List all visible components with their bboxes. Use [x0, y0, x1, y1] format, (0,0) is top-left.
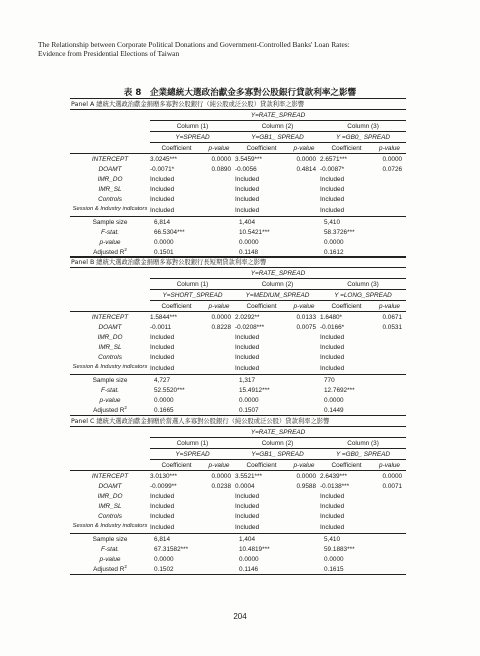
table-row — [70, 471, 406, 482]
coefficient-header: Coefficient — [150, 460, 203, 471]
pvalue-cell: 0.0531 — [382, 323, 402, 331]
pvalue-cell — [288, 491, 320, 501]
f-stat-value: 52.5520*** — [154, 386, 185, 394]
pvalue-cell — [288, 184, 320, 194]
coefficient-cell: Included — [320, 353, 345, 361]
row-label: IMR_DO — [97, 175, 123, 183]
coefficient-header: Coefficient — [235, 143, 288, 154]
pvalue-cell: 0.0890 — [211, 165, 231, 173]
pvalue-cell: 0.0000 — [211, 472, 231, 480]
adjusted-r2-sup: 2 — [124, 247, 127, 252]
coefficient-cell: Included — [150, 195, 175, 203]
pvalue-cell — [203, 501, 235, 511]
adjusted-r2-label — [70, 405, 150, 416]
table-row — [70, 184, 406, 194]
adjusted-r2-value: 0.1507 — [235, 405, 320, 416]
coefficient-cell: -0.0166* — [320, 323, 345, 331]
coefficient-cell: -0.0056 — [235, 165, 257, 173]
coefficient-cell: Included — [235, 204, 288, 217]
row-label: INTERCEPT — [91, 472, 129, 480]
sample-size-value: 6,814 — [154, 218, 170, 226]
coefficient-cell: Included — [235, 492, 260, 500]
header-line-2: Evidence from Presidential Elections of Taiwan — [38, 49, 180, 58]
coefficient-cell: -0.0138*** — [320, 482, 350, 490]
p-value-value: 0.0000 — [154, 238, 174, 246]
running-header — [38, 40, 448, 58]
table-row — [70, 312, 406, 323]
adjusted-r2-label — [70, 564, 150, 575]
row-label: IMR_DO — [97, 492, 123, 500]
y-label: Y =GB0_ SPREAD — [320, 449, 406, 460]
dependent-variable: Y=RATE_SPREAD — [150, 427, 406, 438]
adjusted-r2-value: 0.1612 — [320, 247, 406, 258]
sample-size-value: 1,404 — [239, 218, 255, 226]
coefficient-cell: Included — [235, 333, 260, 341]
f-stat-label: F-stat. — [100, 545, 120, 553]
pvalue-header: p-value — [373, 460, 406, 471]
pvalue-cell — [203, 332, 235, 342]
pvalue-cell — [288, 174, 320, 184]
pvalue-cell — [288, 352, 320, 362]
column-header: Column (3) — [320, 438, 406, 449]
pvalue-cell: 0.0238 — [211, 482, 231, 490]
y-label: Y =LONG_SPREAD — [320, 290, 406, 301]
pvalue-cell — [288, 332, 320, 342]
f-stat-value: 10.4819*** — [239, 545, 270, 553]
table-row — [70, 174, 406, 184]
pvalue-header: p-value — [288, 301, 320, 312]
adjusted-r2-value: 0.1665 — [150, 405, 235, 416]
panel-b — [70, 256, 406, 416]
coefficient-cell: Included — [150, 362, 203, 375]
pvalue-cell — [203, 491, 235, 501]
y-label: Y=SPREAD — [150, 449, 235, 460]
pvalue-cell — [373, 332, 406, 342]
f-stat-value: 58.3726*** — [324, 228, 355, 236]
pvalue-cell: 0.0000 — [296, 155, 316, 163]
pvalue-cell — [288, 362, 320, 375]
sample-size-value: 770 — [324, 376, 335, 384]
adjusted-r2-value: 0.1146 — [235, 564, 320, 575]
table-row — [70, 194, 406, 204]
pvalue-cell — [288, 511, 320, 521]
pvalue-cell: 0.0000 — [211, 313, 231, 321]
coefficient-cell: 3.5521*** — [235, 472, 263, 480]
row-label: IMR_DO — [97, 333, 123, 341]
panel-title: Panel A 總統大選政治獻金捐贈多寡對公股銀行（純公股或泛公股）貸款利率之影響 — [70, 99, 406, 110]
pvalue-header: p-value — [373, 301, 406, 312]
column-header: Column (1) — [150, 121, 235, 132]
coefficient-cell: Included — [320, 185, 345, 193]
sample-size-label: Sample size — [92, 376, 128, 384]
adjusted-r2-value: 0.1148 — [235, 247, 320, 258]
pvalue-cell — [203, 511, 235, 521]
adjusted-r2-row — [70, 405, 406, 416]
y-label: Y=SHORT_SPREAD — [150, 290, 235, 301]
sample-size-row — [70, 534, 406, 545]
panel-a — [70, 98, 406, 258]
coefficient-cell: Included — [320, 492, 345, 500]
f-stat-value: 59.1883*** — [324, 545, 355, 553]
pvalue-cell — [203, 352, 235, 362]
row-label: INTERCEPT — [91, 313, 129, 321]
y-label: Y =GB0_ SPREAD — [320, 132, 406, 143]
row-label: IMR_SL — [98, 502, 122, 510]
f-stat-value: 10.5421*** — [239, 228, 270, 236]
coefficient-cell: -0.0087* — [320, 165, 345, 173]
row-label: DOAMT — [98, 323, 122, 331]
pvalue-cell: 0.4814 — [296, 165, 316, 173]
adjusted-r2-text: Adjusted R — [93, 406, 125, 414]
coefficient-cell: 2.0292** — [235, 313, 260, 321]
pvalue-cell: 0.0671 — [382, 313, 402, 321]
p-value-label: p-value — [99, 555, 121, 563]
coefficient-cell: Included — [150, 185, 175, 193]
coefficient-cell: Included — [150, 204, 203, 217]
sample-size-value: 1,317 — [239, 376, 255, 384]
panel-title: Panel C 總統大選政治獻金捐贈於當選人多寡對公股銀行（純公股或泛公股）貸款利率之影響 — [70, 416, 406, 427]
pvalue-cell: 0.0000 — [296, 472, 316, 480]
coefficient-cell: Included — [320, 521, 373, 534]
table-row — [70, 362, 406, 375]
p-value-value: 0.0000 — [239, 555, 259, 563]
f-stat-value: 15.4912*** — [239, 386, 270, 394]
y-label: Y=GB1_ SPREAD — [235, 449, 320, 460]
pvalue-cell — [373, 491, 406, 501]
pvalue-header: p-value — [203, 301, 235, 312]
y-label: Y=GB1_ SPREAD — [235, 132, 320, 143]
adjusted-r2-row — [70, 564, 406, 575]
pvalue-cell — [203, 184, 235, 194]
p-value-value: 0.0000 — [154, 396, 174, 404]
row-label: IMR_SL — [98, 185, 122, 193]
f-stat-row — [70, 385, 406, 395]
panel-c — [70, 415, 406, 575]
coefficient-cell: Included — [320, 204, 373, 217]
coefficient-header: Coefficient — [235, 301, 288, 312]
header-line-1: The Relationship between Corporate Political Donations and Government-Controlled Banks' Loan Rates: — [38, 40, 350, 49]
coefficient-cell: Included — [320, 333, 345, 341]
column-header: Column (2) — [235, 121, 320, 132]
adjusted-r2-value: 0.1501 — [150, 247, 235, 258]
pvalue-cell — [373, 362, 406, 375]
pvalue-cell — [288, 204, 320, 217]
coefficient-cell: Included — [235, 195, 260, 203]
table-row — [70, 511, 406, 521]
adjusted-r2-value: 0.1502 — [150, 564, 235, 575]
row-label: Session & Industry indicators — [70, 362, 150, 375]
coefficient-cell: Included — [320, 512, 345, 520]
coefficient-cell: 3.5459*** — [235, 155, 263, 163]
coefficient-cell: -0.0011 — [150, 323, 172, 331]
pvalue-header: p-value — [373, 143, 406, 154]
pvalue-cell: 0.0726 — [382, 165, 403, 173]
table-row — [70, 322, 406, 332]
coefficient-header: Coefficient — [235, 460, 288, 471]
coefficient-cell: Included — [150, 521, 203, 534]
p-value-row — [70, 395, 406, 405]
adjusted-r2-text: Adjusted R — [93, 248, 125, 256]
table-row — [70, 501, 406, 511]
coefficient-cell: Included — [150, 512, 175, 520]
pvalue-cell: 0.0000 — [382, 155, 403, 163]
sample-size-row — [70, 375, 406, 386]
sample-size-value: 4,727 — [154, 376, 170, 384]
pvalue-cell: 0.0000 — [211, 155, 231, 163]
coefficient-cell: Included — [150, 175, 175, 183]
adjusted-r2-value: 0.1449 — [320, 405, 406, 416]
p-value-label: p-value — [99, 238, 121, 246]
p-value-value: 0.0000 — [324, 555, 344, 563]
pvalue-cell: 0.0133 — [296, 313, 316, 321]
coefficient-cell: -0.0208*** — [235, 323, 265, 331]
f-stat-value: 12.7692*** — [324, 386, 355, 394]
coefficient-cell: Included — [235, 343, 260, 351]
row-label: Controls — [98, 353, 122, 361]
coefficient-cell: -0.0071* — [150, 165, 175, 173]
pvalue-cell — [373, 501, 406, 511]
p-value-value: 0.0000 — [324, 396, 344, 404]
pvalue-cell — [373, 521, 406, 534]
f-stat-label: F-stat. — [100, 386, 120, 394]
pvalue-cell: 0.9588 — [296, 482, 316, 490]
pvalue-cell — [373, 511, 406, 521]
coefficient-cell: 1.5844*** — [150, 313, 178, 321]
adjusted-r2-value: 0.1615 — [320, 564, 406, 575]
pvalue-cell — [288, 194, 320, 204]
coefficient-cell: 2.6439*** — [320, 472, 348, 480]
pvalue-cell: 0.0000 — [382, 472, 403, 480]
sample-size-value: 5,410 — [324, 535, 340, 543]
coefficient-cell: Included — [235, 502, 260, 510]
coefficient-cell: Included — [235, 175, 260, 183]
row-label: IMR_SL — [98, 343, 122, 351]
coefficient-cell: 3.0245*** — [150, 155, 178, 163]
p-value-value: 0.0000 — [239, 238, 259, 246]
pvalue-header: p-value — [203, 143, 235, 154]
row-label: Session & Industry indicators — [70, 204, 150, 217]
coefficient-cell: 0.0004 — [235, 482, 255, 490]
column-header: Column (1) — [150, 279, 235, 290]
table-row — [70, 491, 406, 501]
pvalue-cell — [373, 342, 406, 352]
row-label: Session & Industry indicators — [70, 521, 150, 534]
pvalue-cell — [288, 342, 320, 352]
coefficient-cell: Included — [150, 333, 175, 341]
pvalue-cell — [288, 501, 320, 511]
coefficient-cell: Included — [235, 362, 288, 375]
coefficient-cell: -0.0099** — [150, 482, 177, 490]
table-row — [70, 164, 406, 174]
pvalue-cell — [203, 362, 235, 375]
coefficient-cell: Included — [235, 512, 260, 520]
p-value-value: 0.0000 — [324, 238, 344, 246]
p-value-row — [70, 554, 406, 564]
f-stat-row — [70, 227, 406, 237]
p-value-value: 0.0000 — [239, 396, 259, 404]
pvalue-cell — [373, 174, 406, 184]
sample-size-label: Sample size — [92, 218, 128, 226]
sample-size-value: 1,404 — [239, 535, 255, 543]
table-row — [70, 204, 406, 217]
coefficient-cell: Included — [235, 353, 260, 361]
p-value-label: p-value — [99, 396, 121, 404]
dependent-variable: Y=RATE_SPREAD — [150, 268, 406, 279]
f-stat-value: 66.5304*** — [154, 228, 185, 236]
table-row — [70, 521, 406, 534]
table-row — [70, 481, 406, 491]
coefficient-cell: Included — [150, 343, 175, 351]
coefficient-cell: Included — [320, 343, 345, 351]
pvalue-cell: 0.0075 — [296, 323, 316, 331]
coefficient-header: Coefficient — [320, 460, 373, 471]
coefficient-cell: 2.6571*** — [320, 155, 348, 163]
f-stat-label: F-stat. — [100, 228, 120, 236]
pvalue-header: p-value — [288, 460, 320, 471]
y-label: Y=MEDIUM_SPREAD — [235, 290, 320, 301]
coefficient-cell: Included — [235, 185, 260, 193]
page-number: 204 — [233, 612, 247, 621]
row-label: DOAMT — [98, 482, 122, 490]
sample-size-value: 6,814 — [154, 535, 170, 543]
pvalue-cell — [373, 352, 406, 362]
column-header: Column (3) — [320, 279, 406, 290]
pvalue-header: p-value — [288, 143, 320, 154]
table-row — [70, 352, 406, 362]
coefficient-cell: 3.0130*** — [150, 472, 178, 480]
sample-size-row — [70, 217, 406, 228]
coefficient-cell: Included — [235, 521, 288, 534]
coefficient-cell: Included — [320, 175, 345, 183]
pvalue-cell — [373, 184, 406, 194]
column-header: Column (3) — [320, 121, 406, 132]
coefficient-cell: Included — [320, 362, 373, 375]
pvalue-cell — [203, 342, 235, 352]
coefficient-header: Coefficient — [320, 143, 373, 154]
pvalue-header: p-value — [203, 460, 235, 471]
coefficient-cell: Included — [320, 195, 345, 203]
sample-size-value: 5,410 — [324, 218, 340, 226]
column-header: Column (2) — [235, 438, 320, 449]
pvalue-cell — [373, 204, 406, 217]
coefficient-cell: Included — [150, 492, 175, 500]
table-row — [70, 342, 406, 352]
y-label: Y=SPREAD — [150, 132, 235, 143]
f-stat-value: 67.31582*** — [154, 545, 189, 553]
table-title: 表 8 企業總統大選政治獻金多寡對公股銀行貸款利率之影響 — [123, 88, 357, 98]
pvalue-cell — [373, 194, 406, 204]
pvalue-cell: 0.0071 — [382, 482, 403, 490]
sample-size-label: Sample size — [92, 535, 128, 543]
table-row — [70, 154, 406, 165]
row-label: INTERCEPT — [91, 155, 129, 163]
coefficient-header: Coefficient — [320, 301, 373, 312]
row-label: DOAMT — [98, 165, 122, 173]
table-row — [70, 332, 406, 342]
pvalue-cell — [203, 194, 235, 204]
dependent-variable: Y=RATE_SPREAD — [150, 110, 406, 121]
pvalue-cell — [203, 204, 235, 217]
row-label: Controls — [98, 512, 122, 520]
coefficient-cell: Included — [150, 502, 175, 510]
column-header: Column (1) — [150, 438, 235, 449]
coefficient-cell: Included — [320, 502, 345, 510]
p-value-row — [70, 237, 406, 247]
coefficient-cell: 1.6480* — [320, 313, 343, 321]
adjusted-r2-sup: 2 — [124, 564, 127, 569]
adjusted-r2-sup: 2 — [124, 405, 127, 410]
coefficient-header: Coefficient — [150, 143, 203, 154]
adjusted-r2-text: Adjusted R — [93, 565, 125, 573]
f-stat-row — [70, 544, 406, 554]
pvalue-cell — [203, 174, 235, 184]
panel-title: Panel B 總統大選政治獻金捐贈多寡對公股銀行長短期貸款利率之影響 — [70, 257, 406, 268]
pvalue-cell — [288, 521, 320, 534]
column-header: Column (2) — [235, 279, 320, 290]
pvalue-cell — [203, 521, 235, 534]
pvalue-cell: 0.8228 — [211, 323, 231, 331]
row-label: Controls — [98, 195, 122, 203]
coefficient-cell: Included — [150, 353, 175, 361]
p-value-value: 0.0000 — [154, 555, 174, 563]
coefficient-header: Coefficient — [150, 301, 203, 312]
